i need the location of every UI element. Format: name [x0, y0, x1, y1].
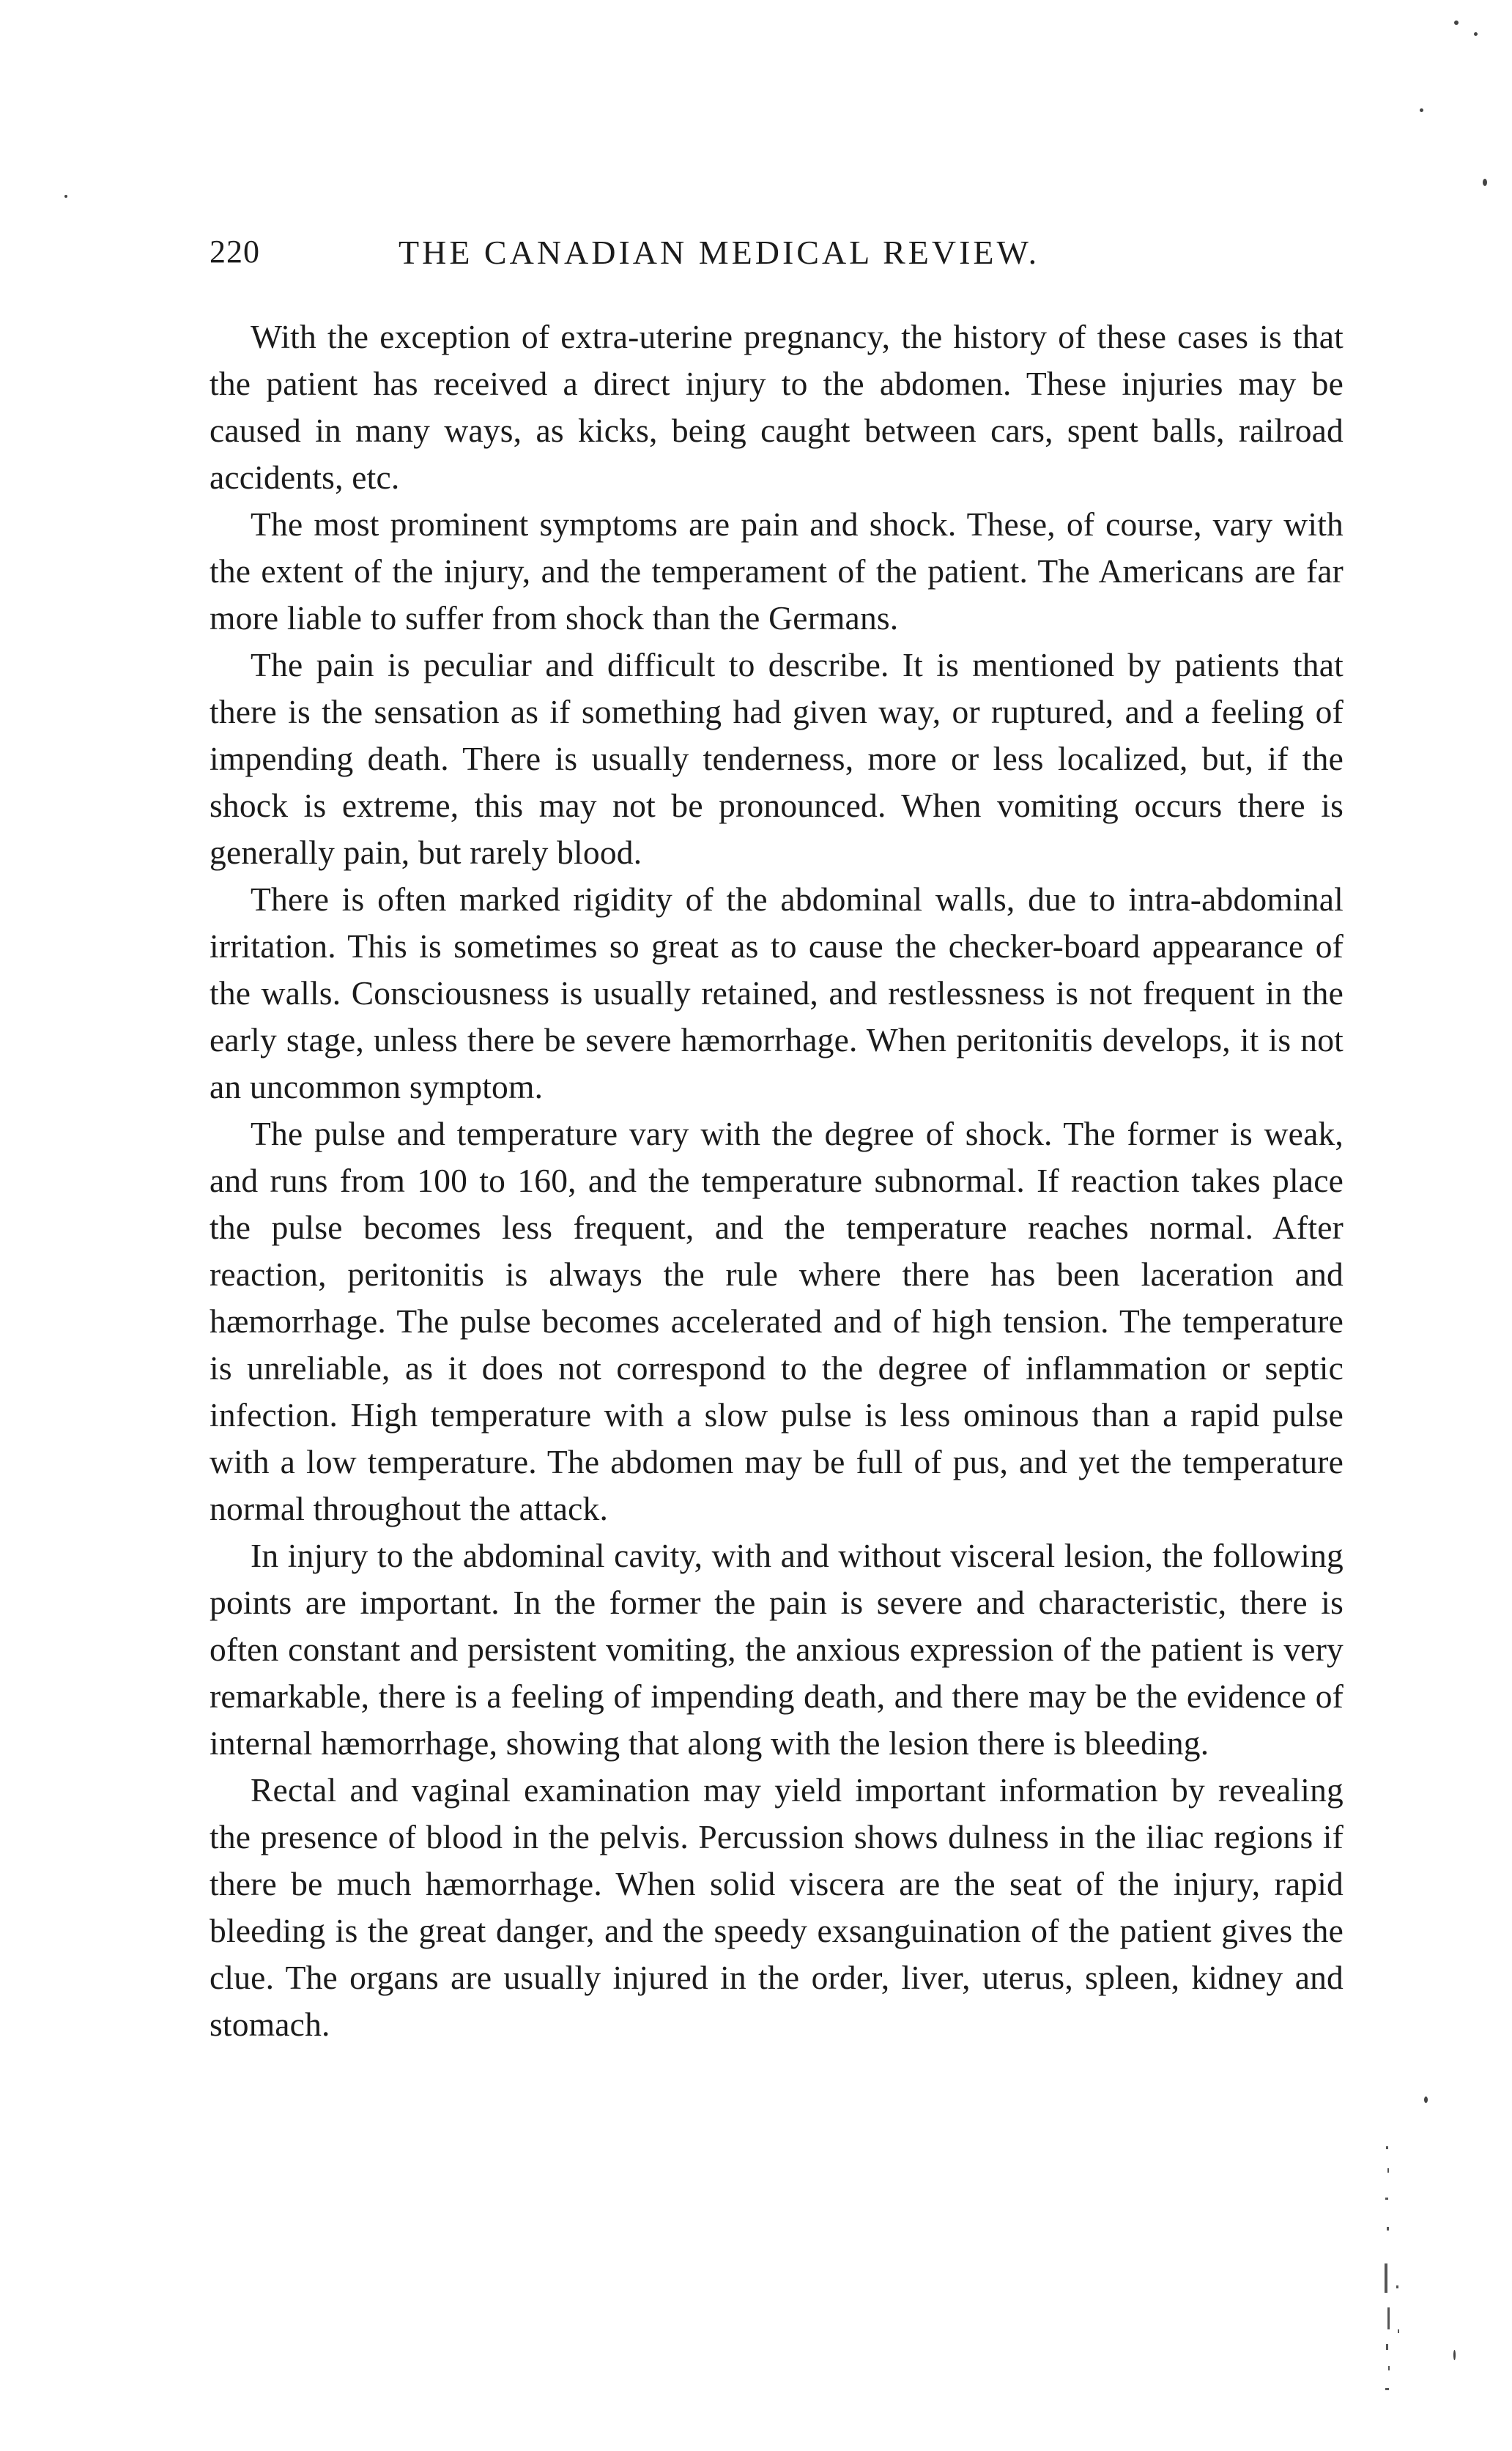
paragraph-7: Rectal and vaginal examination may yield important information by revealing the presence of blood in the pelvis. Percussion shows dulness in the iliac regions if there be much hæmorrhage. When solid viscera are the seat of the injury, rapid bleeding is the great danger, and the speedy exsanguination of the patient gives the clue. The organs are usually injured in the order, liver, uterus, spleen, kidney and stomach.	[210, 1771, 1344, 2043]
scan-speck	[1454, 21, 1459, 25]
scan-speck	[1453, 2350, 1456, 2360]
page-number: 220	[210, 234, 260, 270]
running-head: THE CANADIAN MEDICAL REVIEW.	[399, 234, 1040, 271]
paragraph-3: The pain is peculiar and difficult to describe. It is mentioned by patients that there is the sensation as if something had given way, or ruptured, and a feeling of impending death. There is usually tenderness, more or less localized, but, if the shock is extreme, this may not be pronounced. When vomiting occurs there is generally pain, but rarely blood.	[210, 646, 1344, 871]
scan-speck	[64, 195, 67, 198]
article-body	[210, 314, 1344, 2048]
scan-speck	[1420, 108, 1423, 112]
paragraph-2: The most prominent symptoms are pain and shock. These, of course, vary with the extent of the injury, and the temperament of the patient. The Americans are far more liable to suffer from shock than the Germans.	[210, 505, 1344, 637]
edge-scan-marks	[1377, 2139, 1407, 2417]
paragraph-1: With the exception of extra-uterine pregnancy, the history of these cases is that the patient has received a direct injury to the abdomen. These injuries may be caused in many ways, as kicks, being caught between cars, spent balls, railroad accidents, etc.	[210, 318, 1344, 496]
paragraph-4: There is often marked rigidity of the abdominal walls, due to intra-abdominal irritation. This is sometimes so great as to cause the checker-board appearance of the walls. Consciousness is usually retained, and restlessness is not frequent in the early stage, unless there be severe hæmorrhage. When peritonitis develops, it is not an uncommon symptom.	[210, 880, 1344, 1105]
scan-speck	[1474, 32, 1478, 36]
paragraph-6: In injury to the abdominal cavity, with and without visceral lesion, the following points are important. In the former the pain is severe and characteristic, there is often constant and persistent vomiting, the anxious expression of the patient is very remarkable, there is a feeling of impending death, and there may be the evidence of internal hæmorrhage, showing that along with the lesion there is bleeding.	[210, 1537, 1344, 1762]
scan-speck	[1483, 179, 1487, 186]
paragraph-5: The pulse and temperature vary with the degree of shock. The former is weak, and runs from 100 to 160, and the temperature subnormal. If reaction takes place the pulse becomes less frequent, and the temperature reaches normal. After reaction, peritonitis is always the rule where there has been laceration and hæmorrhage. The pulse becomes accelerated and of high tension. The temperature is unreliable, as it does not correspond to the degree of inflammation or septic infection. High temperature with a slow pulse is less ominous than a rapid pulse with a low temperature. The abdomen may be full of pus, and yet the temperature normal throughout the attack.	[210, 1115, 1344, 1527]
scan-speck	[1424, 2096, 1428, 2103]
page-header	[210, 233, 1206, 284]
